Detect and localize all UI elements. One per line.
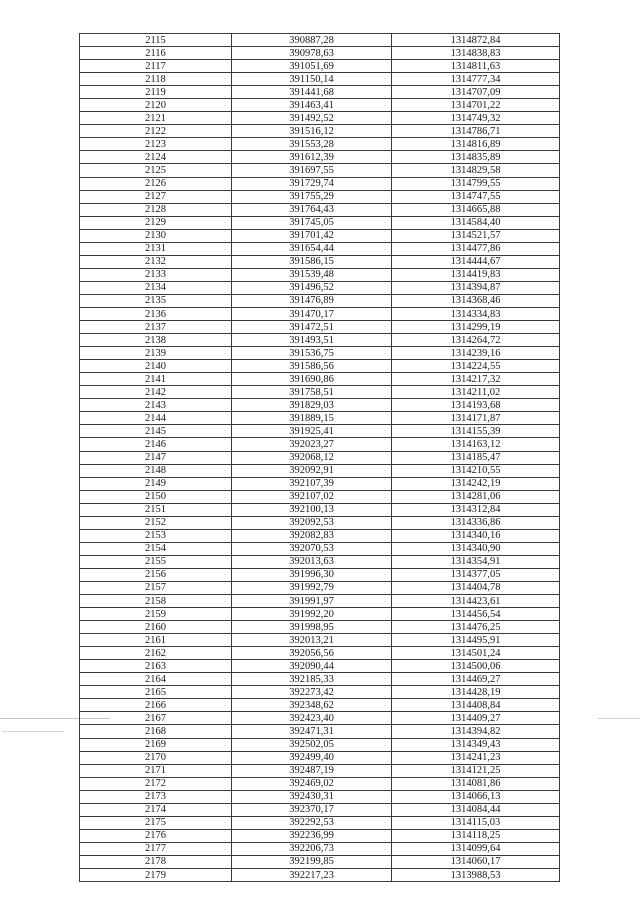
y-coordinate-cell: 1314477,86: [392, 242, 560, 255]
y-coordinate-cell: 1314409,27: [392, 712, 560, 725]
x-coordinate-cell: 392499,40: [232, 751, 392, 764]
y-coordinate-cell: 1314242,19: [392, 477, 560, 490]
x-coordinate-cell: 390887,28: [232, 34, 392, 47]
table-row: [80, 151, 560, 164]
table-row: [80, 490, 560, 503]
table-row: [80, 177, 560, 190]
y-coordinate-cell: 1314501,24: [392, 647, 560, 660]
y-coordinate-cell: 1314786,71: [392, 125, 560, 138]
x-coordinate-cell: 391729,74: [232, 177, 392, 190]
x-coordinate-cell: 392070,53: [232, 542, 392, 555]
x-coordinate-cell: 391470,17: [232, 307, 392, 320]
y-coordinate-cell: 1314155,39: [392, 425, 560, 438]
x-coordinate-cell: 392348,62: [232, 699, 392, 712]
table-row: [80, 216, 560, 229]
y-coordinate-cell: 1314665,88: [392, 203, 560, 216]
x-coordinate-cell: 391745,05: [232, 216, 392, 229]
point-number-cell: 2155: [80, 555, 232, 568]
y-coordinate-cell: 1314299,19: [392, 321, 560, 334]
x-coordinate-cell: 391536,75: [232, 347, 392, 360]
table-row: [80, 608, 560, 621]
x-coordinate-cell: 391150,14: [232, 73, 392, 86]
x-coordinate-cell: 391553,28: [232, 138, 392, 151]
y-coordinate-cell: 1314368,46: [392, 294, 560, 307]
point-number-cell: 2166: [80, 699, 232, 712]
point-number-cell: 2156: [80, 568, 232, 581]
x-coordinate-cell: 391051,69: [232, 60, 392, 73]
y-coordinate-cell: 1314340,90: [392, 542, 560, 555]
table-row: [80, 503, 560, 516]
point-number-cell: 2171: [80, 764, 232, 777]
point-number-cell: 2125: [80, 164, 232, 177]
point-number-cell: 2176: [80, 829, 232, 842]
point-number-cell: 2118: [80, 73, 232, 86]
x-coordinate-cell: 392292,53: [232, 816, 392, 829]
table-row: [80, 673, 560, 686]
y-coordinate-cell: 1314121,25: [392, 764, 560, 777]
point-number-cell: 2160: [80, 621, 232, 634]
point-number-cell: 2117: [80, 60, 232, 73]
table-row: [80, 190, 560, 203]
y-coordinate-cell: 1314701,22: [392, 99, 560, 112]
x-coordinate-cell: 391697,55: [232, 164, 392, 177]
y-coordinate-cell: 1314264,72: [392, 334, 560, 347]
x-coordinate-cell: 391516,12: [232, 125, 392, 138]
y-coordinate-cell: 1314408,84: [392, 699, 560, 712]
table-row: [80, 712, 560, 725]
table-row: [80, 307, 560, 320]
table-row: [80, 555, 560, 568]
y-coordinate-cell: 1314224,55: [392, 360, 560, 373]
table-row: [80, 438, 560, 451]
y-coordinate-cell: 1314476,25: [392, 621, 560, 634]
x-coordinate-cell: 392082,83: [232, 529, 392, 542]
point-number-cell: 2119: [80, 86, 232, 99]
x-coordinate-cell: 391586,15: [232, 255, 392, 268]
y-coordinate-cell: 1314423,61: [392, 595, 560, 608]
y-coordinate-cell: 1314799,55: [392, 177, 560, 190]
y-coordinate-cell: 1314456,54: [392, 608, 560, 621]
y-coordinate-cell: 1314777,34: [392, 73, 560, 86]
point-number-cell: 2172: [80, 777, 232, 790]
y-coordinate-cell: 1314377,05: [392, 568, 560, 581]
point-number-cell: 2151: [80, 503, 232, 516]
point-number-cell: 2174: [80, 803, 232, 816]
point-number-cell: 2126: [80, 177, 232, 190]
point-number-cell: 2135: [80, 294, 232, 307]
table-row: [80, 425, 560, 438]
table-row: [80, 464, 560, 477]
y-coordinate-cell: 1314749,32: [392, 112, 560, 125]
y-coordinate-cell: 1314811,63: [392, 60, 560, 73]
coordinates-table-body: [80, 34, 560, 882]
table-row: [80, 281, 560, 294]
table-row: [80, 399, 560, 412]
point-number-cell: 2129: [80, 216, 232, 229]
x-coordinate-cell: 391889,15: [232, 412, 392, 425]
x-coordinate-cell: 392100,13: [232, 503, 392, 516]
table-row: [80, 164, 560, 177]
table-row: [80, 334, 560, 347]
table-row: [80, 699, 560, 712]
table-row: [80, 294, 560, 307]
point-number-cell: 2141: [80, 373, 232, 386]
y-coordinate-cell: 1314185,47: [392, 451, 560, 464]
x-coordinate-cell: 391586,56: [232, 360, 392, 373]
table-row: [80, 660, 560, 673]
y-coordinate-cell: 1314312,84: [392, 503, 560, 516]
table-row: [80, 268, 560, 281]
table-row: [80, 842, 560, 855]
x-coordinate-cell: 392423,40: [232, 712, 392, 725]
x-coordinate-cell: 391996,30: [232, 568, 392, 581]
x-coordinate-cell: 392092,91: [232, 464, 392, 477]
y-coordinate-cell: 1314816,89: [392, 138, 560, 151]
table-row: [80, 451, 560, 464]
point-number-cell: 2128: [80, 203, 232, 216]
point-number-cell: 2178: [80, 855, 232, 868]
table-row: [80, 86, 560, 99]
x-coordinate-cell: 391991,97: [232, 595, 392, 608]
table-row: [80, 621, 560, 634]
x-coordinate-cell: 391654,44: [232, 242, 392, 255]
point-number-cell: 2142: [80, 386, 232, 399]
x-coordinate-cell: 391701,42: [232, 229, 392, 242]
y-coordinate-cell: 1314334,83: [392, 307, 560, 320]
x-coordinate-cell: 391476,89: [232, 294, 392, 307]
y-coordinate-cell: 1314066,13: [392, 790, 560, 803]
y-coordinate-cell: 1314217,32: [392, 373, 560, 386]
point-number-cell: 2115: [80, 34, 232, 47]
x-coordinate-cell: 392092,53: [232, 516, 392, 529]
table-row: [80, 764, 560, 777]
point-number-cell: 2179: [80, 869, 232, 882]
x-coordinate-cell: 392056,56: [232, 647, 392, 660]
x-coordinate-cell: 391755,29: [232, 190, 392, 203]
point-number-cell: 2133: [80, 268, 232, 281]
point-number-cell: 2147: [80, 451, 232, 464]
point-number-cell: 2177: [80, 842, 232, 855]
x-coordinate-cell: 391998,95: [232, 621, 392, 634]
point-number-cell: 2137: [80, 321, 232, 334]
y-coordinate-cell: 1314211,02: [392, 386, 560, 399]
x-coordinate-cell: 392013,21: [232, 634, 392, 647]
y-coordinate-cell: 1314495,91: [392, 634, 560, 647]
y-coordinate-cell: 1314838,83: [392, 47, 560, 60]
scan-artifact-line-right: [598, 718, 640, 719]
y-coordinate-cell: 1314239,16: [392, 347, 560, 360]
point-number-cell: 2120: [80, 99, 232, 112]
point-number-cell: 2127: [80, 190, 232, 203]
coordinates-table: [79, 33, 560, 882]
point-number-cell: 2157: [80, 581, 232, 594]
table-row: [80, 751, 560, 764]
point-number-cell: 2153: [80, 529, 232, 542]
point-number-cell: 2140: [80, 360, 232, 373]
x-coordinate-cell: 392471,31: [232, 725, 392, 738]
table-row: [80, 255, 560, 268]
x-coordinate-cell: 392370,17: [232, 803, 392, 816]
table-row: [80, 568, 560, 581]
x-coordinate-cell: 392068,12: [232, 451, 392, 464]
point-number-cell: 2173: [80, 790, 232, 803]
point-number-cell: 2143: [80, 399, 232, 412]
x-coordinate-cell: 392217,23: [232, 869, 392, 882]
point-number-cell: 2130: [80, 229, 232, 242]
table-row: [80, 242, 560, 255]
point-number-cell: 2123: [80, 138, 232, 151]
table-row: [80, 790, 560, 803]
y-coordinate-cell: 1314193,68: [392, 399, 560, 412]
point-number-cell: 2136: [80, 307, 232, 320]
table-row: [80, 581, 560, 594]
table-row: [80, 477, 560, 490]
x-coordinate-cell: 392487,19: [232, 764, 392, 777]
y-coordinate-cell: 1314747,55: [392, 190, 560, 203]
y-coordinate-cell: 1314584,40: [392, 216, 560, 229]
table-row: [80, 321, 560, 334]
y-coordinate-cell: 1314340,16: [392, 529, 560, 542]
x-coordinate-cell: 391492,52: [232, 112, 392, 125]
x-coordinate-cell: 391441,68: [232, 86, 392, 99]
table-row: [80, 60, 560, 73]
table-row: [80, 125, 560, 138]
x-coordinate-cell: 392199,85: [232, 855, 392, 868]
table-row: [80, 686, 560, 699]
point-number-cell: 2121: [80, 112, 232, 125]
x-coordinate-cell: 391463,41: [232, 99, 392, 112]
y-coordinate-cell: 1314419,83: [392, 268, 560, 281]
point-number-cell: 2167: [80, 712, 232, 725]
y-coordinate-cell: 1314349,43: [392, 738, 560, 751]
x-coordinate-cell: 391493,51: [232, 334, 392, 347]
point-number-cell: 2164: [80, 673, 232, 686]
y-coordinate-cell: 1314428,19: [392, 686, 560, 699]
x-coordinate-cell: 391992,20: [232, 608, 392, 621]
table-row: [80, 516, 560, 529]
x-coordinate-cell: 391690,86: [232, 373, 392, 386]
table-row: [80, 360, 560, 373]
x-coordinate-cell: 392090,44: [232, 660, 392, 673]
point-number-cell: 2170: [80, 751, 232, 764]
y-coordinate-cell: 1314099,64: [392, 842, 560, 855]
x-coordinate-cell: 392273,42: [232, 686, 392, 699]
y-coordinate-cell: 1314872,84: [392, 34, 560, 47]
table-row: [80, 803, 560, 816]
scan-artifact-line-left-lower: [2, 731, 64, 732]
point-number-cell: 2154: [80, 542, 232, 555]
y-coordinate-cell: 1314354,91: [392, 555, 560, 568]
x-coordinate-cell: 391539,48: [232, 268, 392, 281]
y-coordinate-cell: 1314500,06: [392, 660, 560, 673]
point-number-cell: 2134: [80, 281, 232, 294]
y-coordinate-cell: 1314115,03: [392, 816, 560, 829]
x-coordinate-cell: 392430,31: [232, 790, 392, 803]
y-coordinate-cell: 1314336,86: [392, 516, 560, 529]
table-row: [80, 34, 560, 47]
table-row: [80, 347, 560, 360]
table-row: [80, 647, 560, 660]
table-row: [80, 725, 560, 738]
point-number-cell: 2132: [80, 255, 232, 268]
point-number-cell: 2145: [80, 425, 232, 438]
table-row: [80, 412, 560, 425]
y-coordinate-cell: 1314521,57: [392, 229, 560, 242]
point-number-cell: 2149: [80, 477, 232, 490]
point-number-cell: 2124: [80, 151, 232, 164]
table-row: [80, 829, 560, 842]
point-number-cell: 2131: [80, 242, 232, 255]
point-number-cell: 2158: [80, 595, 232, 608]
point-number-cell: 2150: [80, 490, 232, 503]
x-coordinate-cell: 390978,63: [232, 47, 392, 60]
y-coordinate-cell: 1314281,06: [392, 490, 560, 503]
table-row: [80, 777, 560, 790]
x-coordinate-cell: 391925,41: [232, 425, 392, 438]
y-coordinate-cell: 1314829,58: [392, 164, 560, 177]
y-coordinate-cell: 1314084,44: [392, 803, 560, 816]
table-row: [80, 73, 560, 86]
point-number-cell: 2169: [80, 738, 232, 751]
y-coordinate-cell: 1314707,09: [392, 86, 560, 99]
point-number-cell: 2116: [80, 47, 232, 60]
x-coordinate-cell: 392185,33: [232, 673, 392, 686]
x-coordinate-cell: 391764,43: [232, 203, 392, 216]
table-row: [80, 634, 560, 647]
table-row: [80, 386, 560, 399]
table-row: [80, 229, 560, 242]
table-row: [80, 203, 560, 216]
x-coordinate-cell: 391758,51: [232, 386, 392, 399]
table-row: [80, 595, 560, 608]
y-coordinate-cell: 1314394,87: [392, 281, 560, 294]
point-number-cell: 2168: [80, 725, 232, 738]
table-row: [80, 112, 560, 125]
point-number-cell: 2146: [80, 438, 232, 451]
y-coordinate-cell: 1314404,78: [392, 581, 560, 594]
table-row: [80, 855, 560, 868]
point-number-cell: 2161: [80, 634, 232, 647]
point-number-cell: 2159: [80, 608, 232, 621]
point-number-cell: 2138: [80, 334, 232, 347]
x-coordinate-cell: 391496,52: [232, 281, 392, 294]
x-coordinate-cell: 391472,51: [232, 321, 392, 334]
table-row: [80, 373, 560, 386]
y-coordinate-cell: 1314469,27: [392, 673, 560, 686]
table-row: [80, 816, 560, 829]
point-number-cell: 2122: [80, 125, 232, 138]
point-number-cell: 2162: [80, 647, 232, 660]
x-coordinate-cell: 392013,63: [232, 555, 392, 568]
x-coordinate-cell: 392107,39: [232, 477, 392, 490]
x-coordinate-cell: 392236,99: [232, 829, 392, 842]
table-row: [80, 869, 560, 882]
y-coordinate-cell: 1314444,67: [392, 255, 560, 268]
x-coordinate-cell: 392023,27: [232, 438, 392, 451]
table-row: [80, 138, 560, 151]
y-coordinate-cell: 1314118,25: [392, 829, 560, 842]
point-number-cell: 2148: [80, 464, 232, 477]
point-number-cell: 2163: [80, 660, 232, 673]
table-row: [80, 542, 560, 555]
y-coordinate-cell: 1314210,55: [392, 464, 560, 477]
y-coordinate-cell: 1314060,17: [392, 855, 560, 868]
table-row: [80, 47, 560, 60]
x-coordinate-cell: 392107,02: [232, 490, 392, 503]
point-number-cell: 2175: [80, 816, 232, 829]
point-number-cell: 2139: [80, 347, 232, 360]
y-coordinate-cell: 1314081,86: [392, 777, 560, 790]
x-coordinate-cell: 392206,73: [232, 842, 392, 855]
table-row: [80, 738, 560, 751]
x-coordinate-cell: 391612,39: [232, 151, 392, 164]
point-number-cell: 2144: [80, 412, 232, 425]
y-coordinate-cell: 1314835,89: [392, 151, 560, 164]
point-number-cell: 2165: [80, 686, 232, 699]
y-coordinate-cell: 1313988,53: [392, 869, 560, 882]
y-coordinate-cell: 1314171,87: [392, 412, 560, 425]
y-coordinate-cell: 1314394,82: [392, 725, 560, 738]
table-row: [80, 529, 560, 542]
table-row: [80, 99, 560, 112]
y-coordinate-cell: 1314163,12: [392, 438, 560, 451]
x-coordinate-cell: 392502,05: [232, 738, 392, 751]
y-coordinate-cell: 1314241,23: [392, 751, 560, 764]
x-coordinate-cell: 391992,79: [232, 581, 392, 594]
x-coordinate-cell: 391829,03: [232, 399, 392, 412]
point-number-cell: 2152: [80, 516, 232, 529]
x-coordinate-cell: 392469,02: [232, 777, 392, 790]
